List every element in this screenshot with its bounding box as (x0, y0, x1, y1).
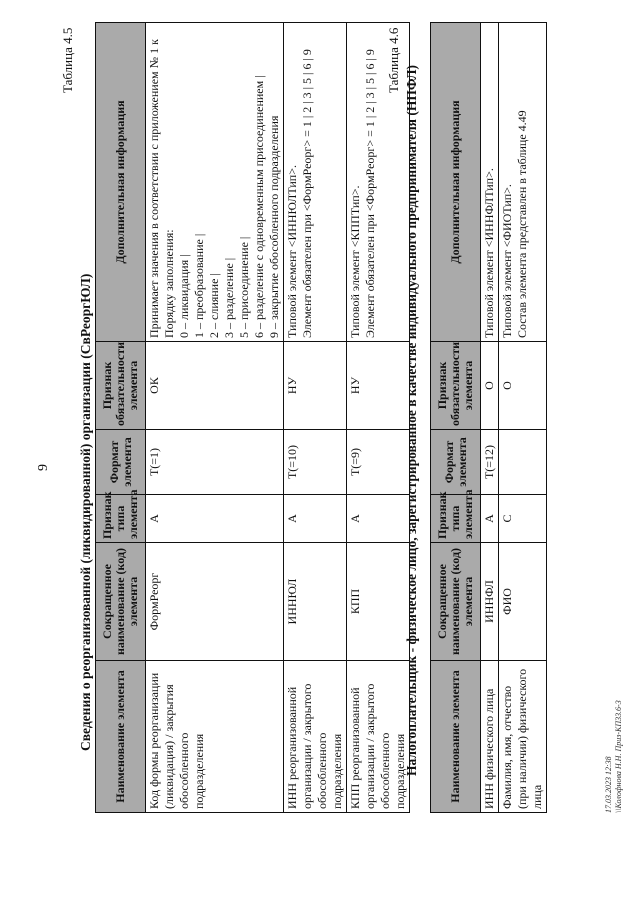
info-line: Типовой элемент <ФИОТип>. (500, 184, 514, 338)
cell-format: T(=12) (481, 430, 499, 495)
page-number: 9 (36, 464, 51, 471)
table1-header-row (96, 23, 146, 813)
info-line: Типовой элемент <ИННЮЛТип>. (285, 165, 299, 338)
table2-header-required: Признак обязательности элемента (431, 342, 481, 430)
cell-code: ИННФЛ (481, 543, 499, 661)
cell-name: ИНН реорганизованной организации / закрытого обособленного подразделения (284, 661, 347, 813)
table1-header-name: Наименование элемента (96, 661, 146, 813)
cell-name: Фамилия, имя, отчество (при наличии) физического лица (499, 661, 547, 813)
table1 (95, 22, 410, 813)
cell-format: T(=9) (347, 430, 410, 495)
cell-type: С (499, 495, 547, 543)
table2-header-format: Формат элемента (431, 430, 481, 495)
table1-header-required: Признак обязательности элемента (96, 342, 146, 430)
table2-caption: Таблица 4.6 (386, 27, 401, 93)
info-line: 3 – разделение | (222, 257, 236, 338)
table1-header-format: Формат элемента (96, 430, 146, 495)
cell-info (146, 23, 284, 342)
cell-required: О (499, 342, 547, 430)
info-line: Типовой элемент <КППТип>. (348, 185, 362, 338)
table2-header-info: Дополнительная информация (431, 23, 481, 342)
info-line: 6 – разделение с одновременным присоединением | (252, 75, 266, 338)
cell-type: А (146, 495, 284, 543)
table-row (481, 23, 499, 813)
table1-title: Сведения о реорганизованной (ликвидированной) организации (СвРеоргЮЛ) (78, 273, 93, 751)
table-row (284, 23, 347, 813)
table2 (430, 22, 547, 813)
table-row (347, 23, 410, 813)
table1-header-info: Дополнительная информация (96, 23, 146, 342)
cell-format (499, 430, 547, 495)
cell-required: О (481, 342, 499, 430)
cell-code: ИННЮЛ (284, 543, 347, 661)
table2-header-row (431, 23, 481, 813)
table2-title: Налогоплательщик - физическое лицо, зарегистрированное в качестве индивидуального предпринимателя (НПФЛ) (404, 65, 419, 776)
cell-name: ИНН физического лица (481, 661, 499, 813)
cell-name: КПП реорганизованной организации / закрытого обособленного подразделения (347, 661, 410, 813)
cell-type: А (284, 495, 347, 543)
info-line: Типовой элемент <ИННФЛТип>. (482, 168, 496, 338)
info-line: 0 – ликвидация | (177, 254, 191, 338)
table2-header-name: Наименование элемента (431, 661, 481, 813)
footer-author: \\Колофнова Н.Н. Приз-КПЗЗ.6-3 (614, 700, 623, 813)
cell-type: А (481, 495, 499, 543)
table1-caption: Таблица 4.5 (60, 27, 75, 93)
cell-code: КПП (347, 543, 410, 661)
cell-format: T(=10) (284, 430, 347, 495)
footer-timestamp: 17.03.2023 12:38 (604, 756, 613, 813)
cell-format: T(=1) (146, 430, 284, 495)
cell-required: НУ (347, 342, 410, 430)
cell-required: ОК (146, 342, 284, 430)
info-line: Состав элемента представлен в таблице 4.49 (515, 110, 529, 338)
info-line: 2 – слияние | (207, 273, 221, 338)
table1-header-type: Признак типа элемента (96, 495, 146, 543)
info-line: Элемент обязателен при <ФормРеорг> = 1 | 2 | 3 | 5 | 6 | 9 (363, 49, 377, 338)
info-line: Элемент обязателен при <ФормРеорг> = 1 | 2 | 3 | 5 | 6 | 9 (300, 49, 314, 338)
table-row (146, 23, 284, 813)
info-line: 1 – преобразование | (192, 233, 206, 338)
cell-type: А (347, 495, 410, 543)
cell-code: ФИО (499, 543, 547, 661)
cell-required: НУ (284, 342, 347, 430)
cell-info (481, 23, 499, 342)
info-line: 5 – присоединение | (237, 236, 251, 338)
cell-name: Код формы реорганизации (ликвидация) / закрытия обособленного подразделения (146, 661, 284, 813)
footer-stamp (604, 700, 624, 813)
cell-info (499, 23, 547, 342)
table2-header-type: Признак типа элемента (431, 495, 481, 543)
table1-header-code: Сокращенное наименование (код) элемента (96, 543, 146, 661)
cell-info (284, 23, 347, 342)
table-row (499, 23, 547, 813)
info-line: 9 – закрытие обособленного подразделения (267, 115, 281, 338)
cell-code: ФормРеорг (146, 543, 284, 661)
table2-header-code: Сокращенное наименование (код) элемента (431, 543, 481, 661)
info-line: Принимает значения в соответствии с приложением № 1 к Порядку заполнения: (147, 39, 176, 338)
